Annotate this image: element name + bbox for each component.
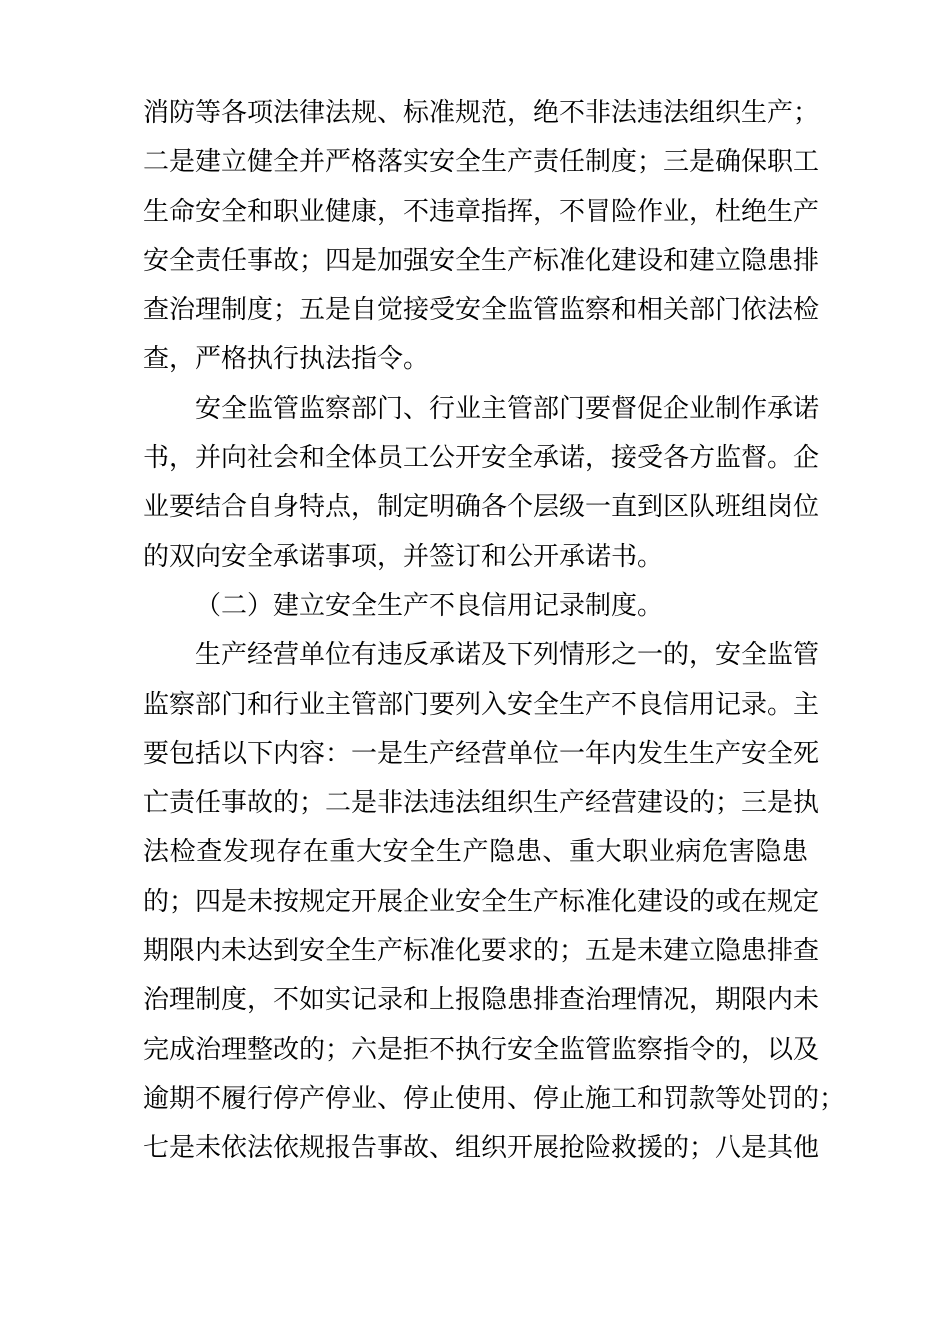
text-line: 二是建立健全并严格落实安全生产责任制度；三是确保职工 <box>143 147 820 178</box>
text-line: 的；四是未按规定开展企业安全生产标准化建设的或在规定 <box>143 886 820 917</box>
text-line: （二）建立安全生产不良信用记录制度。 <box>195 590 664 621</box>
body-text <box>143 89 846 1174</box>
text-line: 监察部门和行业主管部门要列入安全生产不良信用记录。主 <box>143 689 820 720</box>
text-line: 期限内未达到安全生产标准化要求的；五是未建立隐患排查 <box>143 936 820 967</box>
text-line: 生命安全和职业健康，不违章指挥，不冒险作业，杜绝生产 <box>143 196 820 227</box>
text-line: 治理制度，不如实记录和上报隐患排查治理情况，期限内未 <box>143 985 820 1016</box>
text-line: 完成治理整改的；六是拒不执行安全监管监察指令的，以及 <box>143 1034 820 1065</box>
text-line: 业要结合自身特点，制定明确各个层级一直到区队班组岗位 <box>143 492 820 523</box>
text-line: 查，严格执行执法指令。 <box>143 344 430 375</box>
text-line: 亡责任事故的；二是非法违法组织生产经营建设的；三是执 <box>143 788 820 819</box>
text-line: 法检查发现存在重大安全生产隐患、重大职业病危害隐患 <box>143 837 808 868</box>
text-line: 要包括以下内容：一是生产经营单位一年内发生生产安全死 <box>143 738 820 769</box>
text-line: 书，并向社会和全体员工公开安全承诺，接受各方监督。企 <box>143 443 820 474</box>
text-line: 生产经营单位有违反承诺及下列情形之一的，安全监管 <box>195 640 820 671</box>
text-line: 消防等各项法律法规、标准规范，绝不非法违法组织生产； <box>143 98 820 128</box>
text-line: 查治理制度；五是自觉接受安全监管监察和相关部门依法检 <box>143 295 820 326</box>
text-line: 的双向安全承诺事项，并签订和公开承诺书。 <box>143 541 664 572</box>
text-line: 逾期不履行停产停业、停止使用、停止施工和罚款等处罚的； <box>143 1083 846 1114</box>
text-line: 安全责任事故；四是加强安全生产标准化建设和建立隐患排 <box>143 245 820 276</box>
text-line: 安全监管监察部门、行业主管部门要督促企业制作承诺 <box>195 393 820 424</box>
text-line: 七是未依法依规报告事故、组织开展抢险救援的；八是其他 <box>143 1133 820 1164</box>
